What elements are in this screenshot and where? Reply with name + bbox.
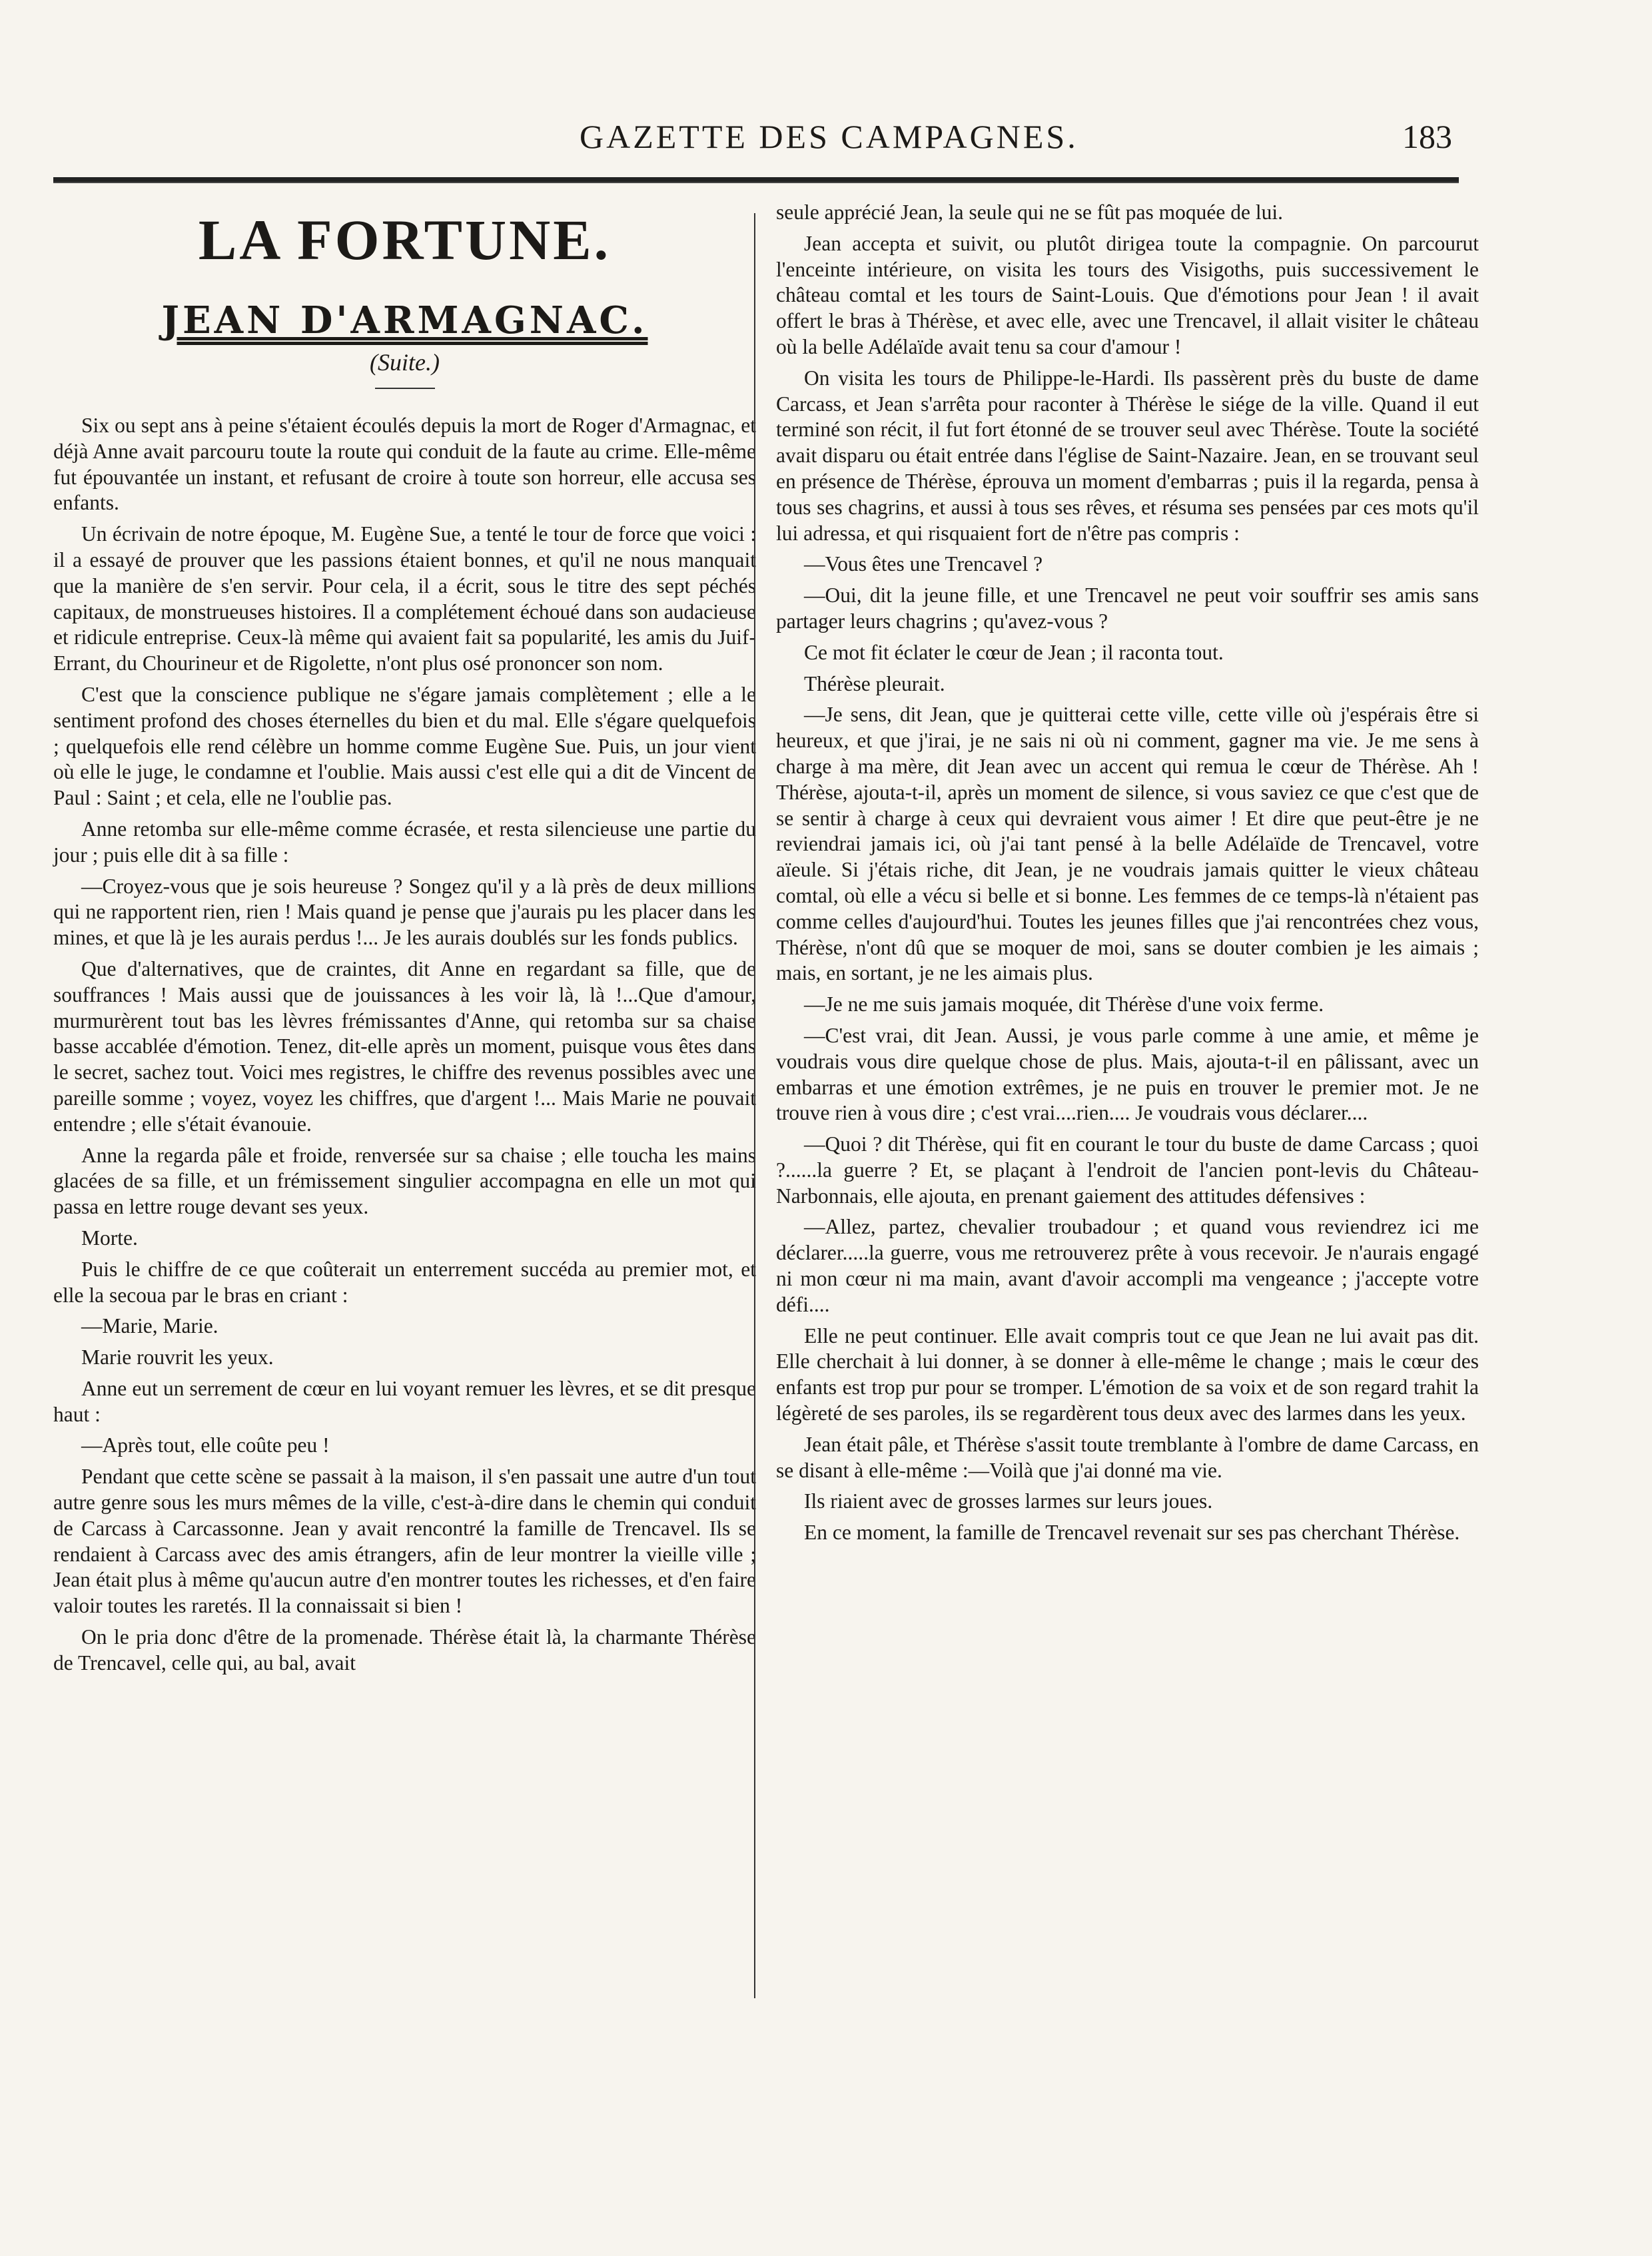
paragraph: —Après tout, elle coûte peu ! [81,1433,330,1457]
paragraph: —Marie, Marie. [81,1314,218,1338]
paragraph: C'est que la conscience publique ne s'égare jamais complètement ; elle a le sentiment profond des choses éternelles du bien et du mal. Elle s'égare quelquefois ; quelquefois elle rend célèbre un homme comme Eugène Sue. Puis, un jour vient où elle le juge, le condamne et l'oublie. Mais aussi c'est elle qui a dit de Vincent de Paul : Saint ; et cela, elle ne l'oublie pas. [53,682,756,810]
paragraph: Jean accepta et suivit, ou plutôt dirigea toute la compagnie. On parcourut l'enceinte intérieure, on visita les tours des Visigoths, puis successivement le château comtal et les tours de Saint-Louis. Que d'émotions pour Jean ! il avait offert le bras à Thérèse, et avec elle, avec une Trencavel, il allait visiter le château où la belle Adélaïde avait tenu sa cour d'amour ! [776,231,1479,358]
paragraph: Anne la regarda pâle et froide, renversée sur sa chaise ; elle toucha les mains glacées de sa fille, et un frémissement singulier accompagna en elle un mot qui passa en lettre rouge devant ses yeux. [53,1143,756,1219]
running-title: GAZETTE DES CAMPAGNES. [580,118,1078,155]
title-rule [375,388,435,389]
paragraph: Ils riaient avec de grosses larmes sur leurs joues. [804,1489,1213,1513]
paragraph: seule apprécié Jean, la seule qui ne se fût pas moquée de lui. [776,200,1283,224]
left-column-text [53,413,756,1677]
paragraph: Un écrivain de notre époque, M. Eugène Sue, a tenté le tour de force que voici : il a essayé de prouver que les passions étaient bonnes, et qu'il ne nous manquait que la manière de s'en servir. Pour cela, il a écrit, sous le titre des sept péchés capitaux, de monstrueuses histoires. Il a complétement échoué dans son audacieuse et ridicule entreprise. Ceux-là même qui avaient fait sa popularité, les amis du Juif-Errant, du Chourineur et de Rigolette, n'ont plus osé prononcer son nom. [53,522,756,675]
article-columns [53,200,1479,2038]
left-column [53,200,756,2038]
paragraph: —Oui, dit la jeune fille, et une Trencavel ne peut voir souffrir ses amis sans partager leurs chagrins ; qu'avez-vous ? [776,583,1479,633]
column-divider [754,213,755,1998]
paragraph: —C'est vrai, dit Jean. Aussi, je vous parle comme à une amie, et même je voudrais vous dire quelque chose de plus. Mais, ajouta-t-il en pâlissant, avec un embarras et une émotion extrêmes, je ne puis en trouver le premier mot. Je ne trouve rien à vous dire ; c'est vrai....rien.... Je voudrais vous déclarer.... [776,1023,1479,1125]
paragraph: —Je sens, dit Jean, que je quitterai cette ville, cette ville où j'espérais être si heureux, et que j'irai, je ne sais ni où ni comment, gagner ma vie. Je me sens à charge à ma mère, dit Jean avec un accent qui remua le cœur de Thérèse. Ah ! Thérèse, ajouta-t-il, après un moment de silence, si vous saviez ce que c'est que de se sentir à charge à ceux qui devraient vous aimer ! Et dire que peut-être je ne reviendrai jamais ici, où j'ai tant pensé à la belle Adélaïde de Trencavel, votre aïeule. Si j'étais riche, dit Jean, je ne voudrais jamais quitter le vieux château comtal, où elle a vécu si belle et si bonne. Les femmes de ce temps-là n'étaient pas comme celles d'aujourd'hui. Toutes les jeunes filles que j'ai rencontrées chez vous, Thérèse, n'ont dû que se moquer de moi, sans se douter combien je les aimais ; mais, en sortant, je ne les aimais plus. [776,703,1479,985]
paragraph: En ce moment, la famille de Trencavel revenait sur ses pas cherchant Thérèse. [804,1521,1460,1545]
paragraph: Six ou sept ans à peine s'étaient écoulés depuis la mort de Roger d'Armagnac, et déjà Anne avait parcouru toute la route qui conduit de la faute au crime. Elle-même fut épouvantée un instant, et refusant de croire à toute son horreur, elle accusa ses enfants. [53,414,756,515]
paragraph: On visita les tours de Philippe-le-Hardi. Ils passèrent près du buste de dame Carcass, et Jean s'arrêta pour raconter à Thérèse le siége de la ville. Quand il eut terminé son récit, il fut fort étonné de se trouver seul avec Thérèse. Toute la société avait disparu ou était entrée dans l'église de Saint-Nazaire. Jean, en se trouvant seul en présence de Thérèse, éprouva un moment d'embarras ; puis il la regarda, pensa à tous ses chagrins, et aussi à tous ses rêves, et résuma ses pensées par ces mots qu'il lui adressa, et qui risquaient fort de n'être pas compris : [776,366,1479,545]
paragraph: Thérèse pleurait. [804,671,945,695]
paragraph: Ce mot fit éclater le cœur de Jean ; il raconta tout. [804,640,1224,664]
paragraph: Morte. [81,1226,138,1250]
novel-title: JEAN D'ARMAGNAC. [161,298,648,342]
paragraph: Puis le chiffre de ce que coûterait un enterrement succéda au premier mot, et elle la secoua par le bras en criant : [53,1257,756,1307]
page-number: 183 [1402,118,1452,155]
paragraph: Marie rouvrit les yeux. [81,1345,274,1369]
paragraph: Elle ne peut continuer. Elle avait compris tout ce que Jean ne lui avait pas dit. Elle cherchait à lui donner, à se donner à elle-même le change ; mais le cœur des enfants est trop pur pour se tromper. L'émotion de sa voix et de son regard trahit la légèreté de ses paroles, ils se regardèrent tous deux avec des larmes dans les yeux. [776,1323,1479,1425]
paragraph: —Je ne me suis jamais moquée, dit Thérèse d'une voix ferme. [804,992,1324,1016]
suite-label: (Suite.) [370,349,440,376]
paragraph: Jean était pâle, et Thérèse s'assit toute tremblante à l'ombre de dame Carcass, en se disant à elle-même :—Voilà que j'ai donné ma vie. [776,1432,1479,1482]
header-rule [53,177,1459,183]
paragraph: —Vous êtes une Trencavel ? [804,552,1043,576]
section-title: LA FORTUNE. [198,208,612,272]
paragraph: Pendant que cette scène se passait à la maison, il s'en passait une autre d'un tout autre genre sous les murs mêmes de la ville, c'est-à-dire dans le chemin qui conduit de Carcass à Carcassonne. Jean y avait rencontré la famille de Trencavel. Ils se rendaient à Carcass avec des amis étrangers, afin de leur montrer la vieille ville ; Jean était plus à même qu'aucun autre d'en montrer toutes les richesses, et d'en faire valoir toutes les raretés. Il la connaissait si bien ! [53,1465,756,1618]
paragraph: Anne eut un serrement de cœur en lui voyant remuer les lèvres, et se dit presque haut : [53,1376,756,1426]
right-column-text [776,200,1479,1546]
paragraph: On le pria donc d'être de la promenade. Thérèse était là, la charmante Thérèse de Trencavel, celle qui, au bal, avait [53,1625,756,1675]
paragraph: —Allez, partez, chevalier troubadour ; et quand vous reviendrez ici me déclarer.....la guerre, vous me retrouverez prête à vous recevoir. Je n'aurais engagé ni mon cœur ni ma main, avant d'avoir accompli ma vengeance ; j'accepte votre défi.... [776,1215,1479,1316]
paragraph: Que d'alternatives, que de craintes, dit Anne en regardant sa fille, que de souffrances ! Mais aussi que de jouissances à les voir là, là !...Que d'amour, murmurèrent tout bas les lèvres frémissantes d'Anne, qui retomba sur sa chaise basse accablée d'émotion. Tenez, dit-elle après un moment, puisque vous êtes dans le secret, sachez tout. Voici mes registres, le chiffre des revenus possibles avec une pareille somme ; voyez, voyez les chiffres, que d'argent !... Mais Marie ne pouvait entendre ; elle s'était évanouie. [53,956,756,1136]
paragraph: Anne retomba sur elle-même comme écrasée, et resta silencieuse une partie du jour ; puis elle dit à sa fille : [53,817,756,867]
page-header [53,117,1452,157]
paragraph: —Croyez-vous que je sois heureuse ? Songez qu'il y a là près de deux millions qui ne rapportent rien, rien ! Mais quand je pense que j'aurais pu les placer dans les mines, et que là je les aurais perdus !... Je les aurais doublés sur les fonds publics. [53,874,756,950]
paragraph: —Quoi ? dit Thérèse, qui fit en courant le tour du buste de dame Carcass ; quoi ?......la guerre ? Et, se plaçant à l'endroit de l'ancien pont-levis du Château-Narbonnais, elle ajouta, en prenant gaiement des attitudes défensives : [776,1132,1479,1208]
right-column [776,200,1479,2038]
